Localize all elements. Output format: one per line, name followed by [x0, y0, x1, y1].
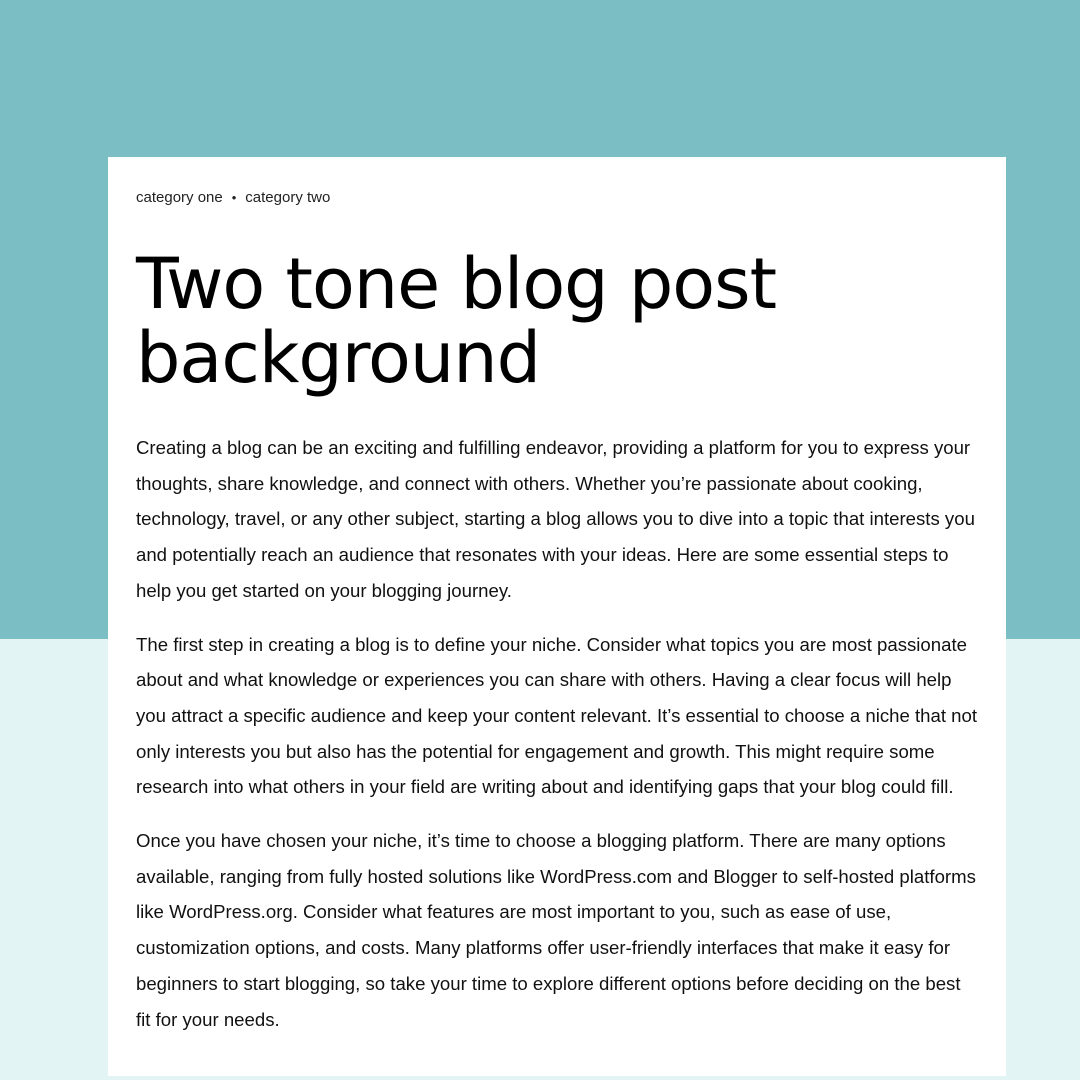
category-list — [136, 187, 978, 209]
post-title: Two tone blog post background — [136, 243, 777, 399]
category-link-one[interactable]: category one — [136, 189, 223, 206]
post-paragraph-3: Once you have chosen your niche, it’s time to choose a blogging platform. There are many options available, ranging from fully hosted solutions like WordPress.com and Blogger to self-hosted platforms like WordPress.org. Consider what features are most important to you, such as ease of use, customization options, and costs. Many platforms offer user-friendly interfaces that make it easy for beginners to start blogging, so take your time to explore different options before deciding on the best fit for your needs. — [136, 830, 976, 1030]
category-link-two[interactable]: category two — [245, 189, 331, 206]
blog-post-card — [108, 157, 1006, 1076]
category-separator: • — [231, 190, 237, 205]
post-paragraph-2: The first step in creating a blog is to define your niche. Consider what topics you are most passionate about and what knowledge or experiences you can share with others. Having a clear focus will help you attract a specific audience and keep your content relevant. It’s essential to choose a niche that not only interests you but also has the potential for engagement and growth. This might require some research into what others in your field are writing about and identifying gaps that your blog could fill. — [136, 633, 978, 798]
post-paragraph-1: Creating a blog can be an exciting and fulfilling endeavor, providing a platform for you to express your thoughts, share knowledge, and connect with others. Whether you’re passionate about cooking, technology, travel, or any other subject, starting a blog allows you to dive into a topic that interests you and potentially reach an audience that resonates with your ideas. Here are some essential steps to help you get started on your blogging journey. — [136, 437, 975, 601]
